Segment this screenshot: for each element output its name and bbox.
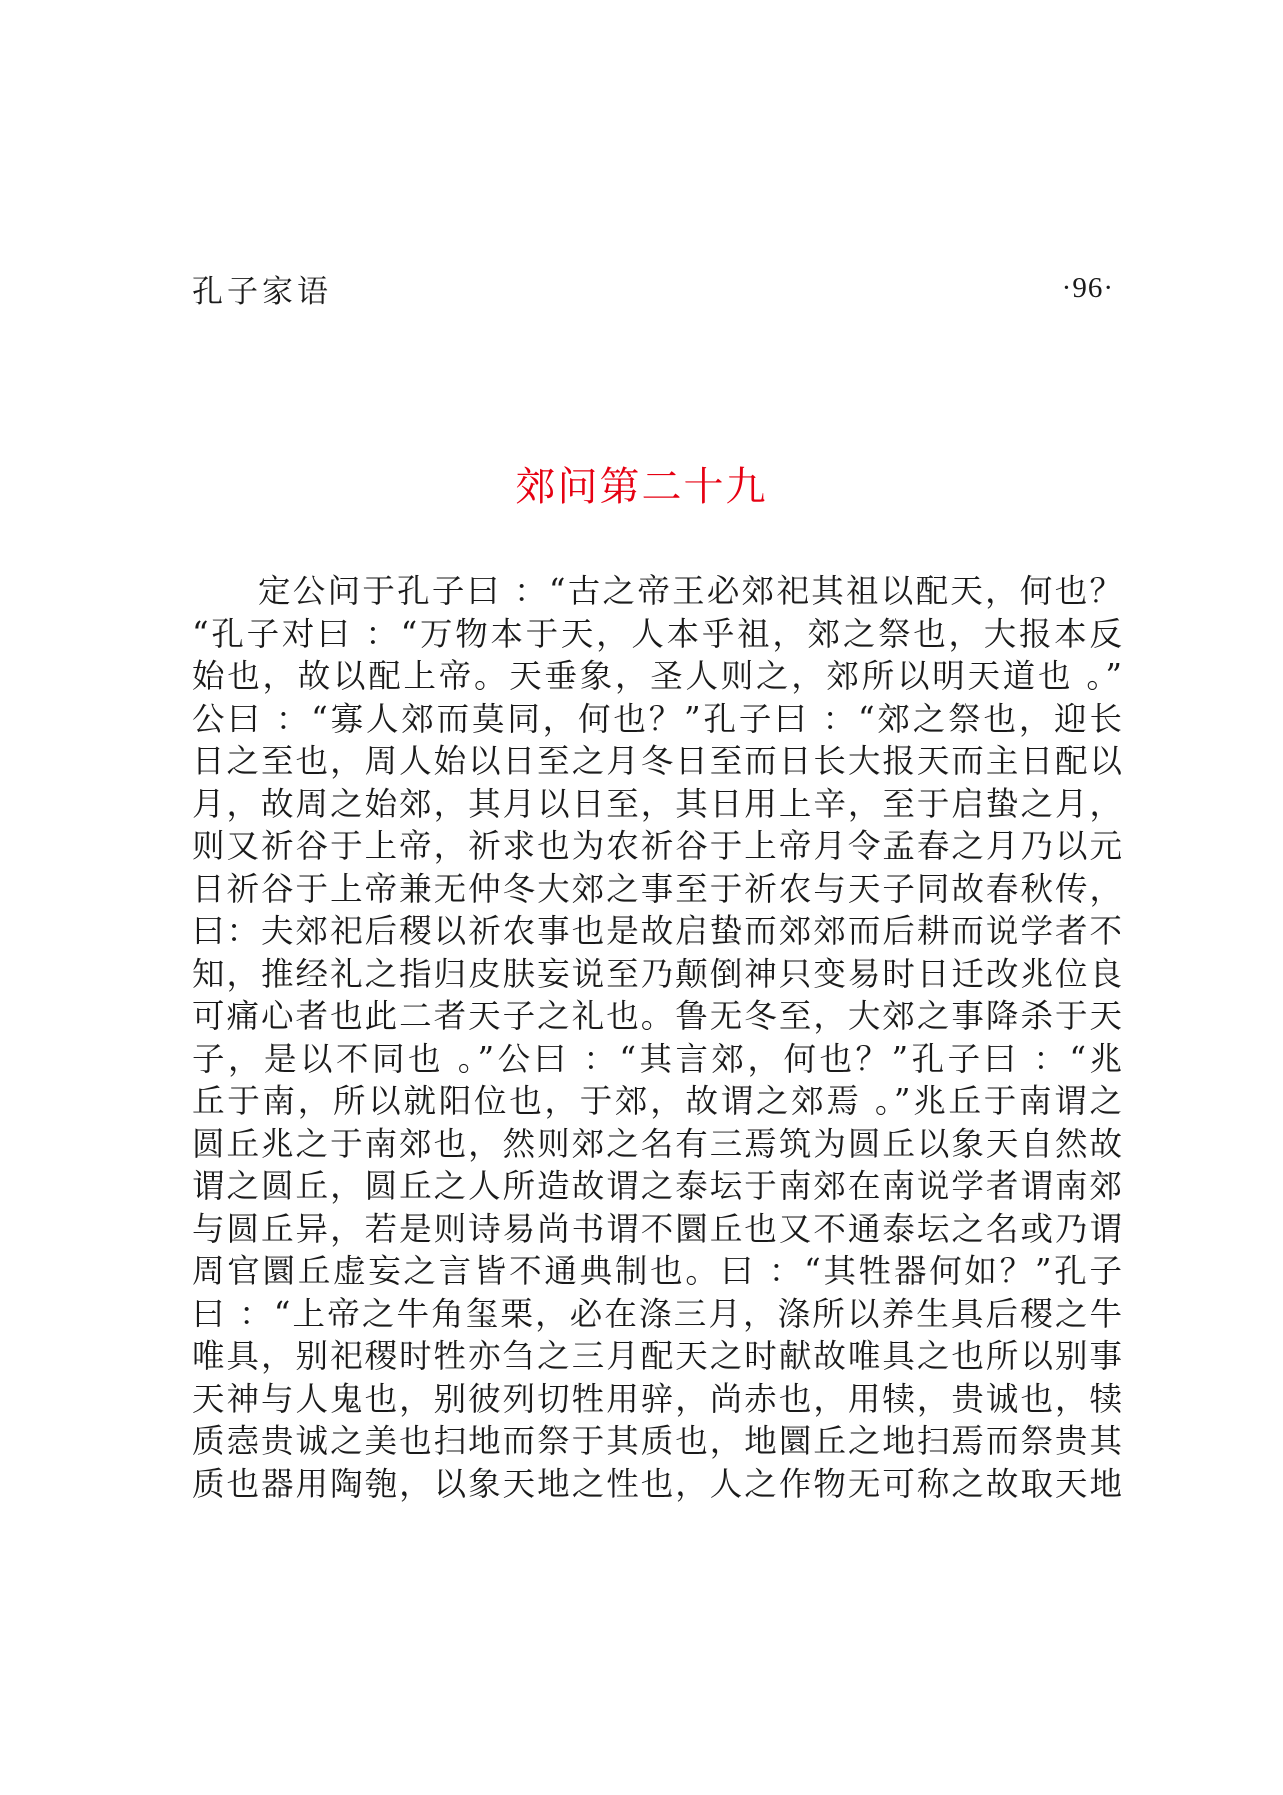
- text-line: “孔子对曰 ：“万物本于天，人本乎祖，郊之祭也，大报本反: [192, 614, 1122, 653]
- text-line: 曰 ：“上帝之牛角玺栗，必在涤三月，涤所以养生具后稷之牛: [192, 1294, 1122, 1333]
- text-line: 定公问于孔子曰 ：“古之帝王必郊祀其祖以配天，何也？: [258, 572, 1122, 610]
- text-line: 质悫贵诚之美也扫地而祭于其质也，地圜丘之地扫焉而祭贵其: [192, 1422, 1122, 1460]
- body-text: [192, 570, 1122, 1505]
- text-line: 曰：夫郊祀后稷以祈农事也是故启蛰而郊郊而后耕而说学者不: [192, 912, 1122, 950]
- text-line: 则又祈谷于上帝，祈求也为农祈谷于上帝月令孟春之月乃以元: [192, 827, 1122, 865]
- text-line: 公曰 ：“寡人郊而莫同，何也？”孔子曰 ：“郊之祭也，迎长: [192, 699, 1122, 738]
- chapter-title: 郊问第二十九: [515, 464, 768, 510]
- text-line: 可痛心者也此二者天子之礼也。鲁无冬至，大郊之事降杀于天: [192, 997, 1122, 1035]
- text-line: 周官圜丘虚妄之言皆不通典制也。曰 ：“其牲器何如？”孔子: [192, 1252, 1122, 1290]
- text-line: 唯具，别祀稷时牲亦刍之三月配天之时献故唯具之也所以别事: [192, 1337, 1122, 1375]
- running-header: [192, 268, 1114, 308]
- text-line: 天神与人鬼也，别彼列切牲用骍，尚赤也，用犊，贵诚也，犊: [192, 1379, 1122, 1418]
- text-line: 与圆丘异，若是则诗易尚书谓不圜丘也又不通泰坛之名或乃谓: [192, 1209, 1122, 1248]
- text-line: 日之至也，周人始以日至之月冬日至而日长大报天而主日配以: [192, 742, 1122, 780]
- text-line: 日祈谷于上帝兼无仲冬大郊之事至于祈农与天子同故春秋传，: [192, 869, 1122, 908]
- text-line: 质也器用陶匏，以象天地之性也，人之作物无可称之故取天地: [192, 1464, 1122, 1503]
- text-line: 始也，故以配上帝。天垂象，圣人则之，郊所以明天道也 。”: [192, 657, 1122, 695]
- text-line: 知，推经礼之指归皮肤妄说至乃颠倒神只变易时日迁改兆位良: [192, 954, 1122, 993]
- text-line: 子，是以不同也 。”公曰 ：“其言郊，何也？”孔子曰 ：“兆: [192, 1039, 1122, 1078]
- text-line: 月，故周之始郊，其月以日至，其日用上辛，至于启蛰之月，: [192, 784, 1122, 823]
- text-line: 谓之圆丘，圆丘之人所造故谓之泰坛于南郊在南说学者谓南郊: [192, 1167, 1122, 1205]
- text-line: 丘于南，所以就阳位也，于郊，故谓之郊焉 。”兆丘于南谓之: [192, 1082, 1122, 1120]
- page-number: ·96·: [1061, 271, 1114, 304]
- book-title: 孔子家语: [192, 273, 332, 310]
- text-line: 圆丘兆之于南郊也，然则郊之名有三焉筑为圆丘以象天自然故: [192, 1124, 1122, 1163]
